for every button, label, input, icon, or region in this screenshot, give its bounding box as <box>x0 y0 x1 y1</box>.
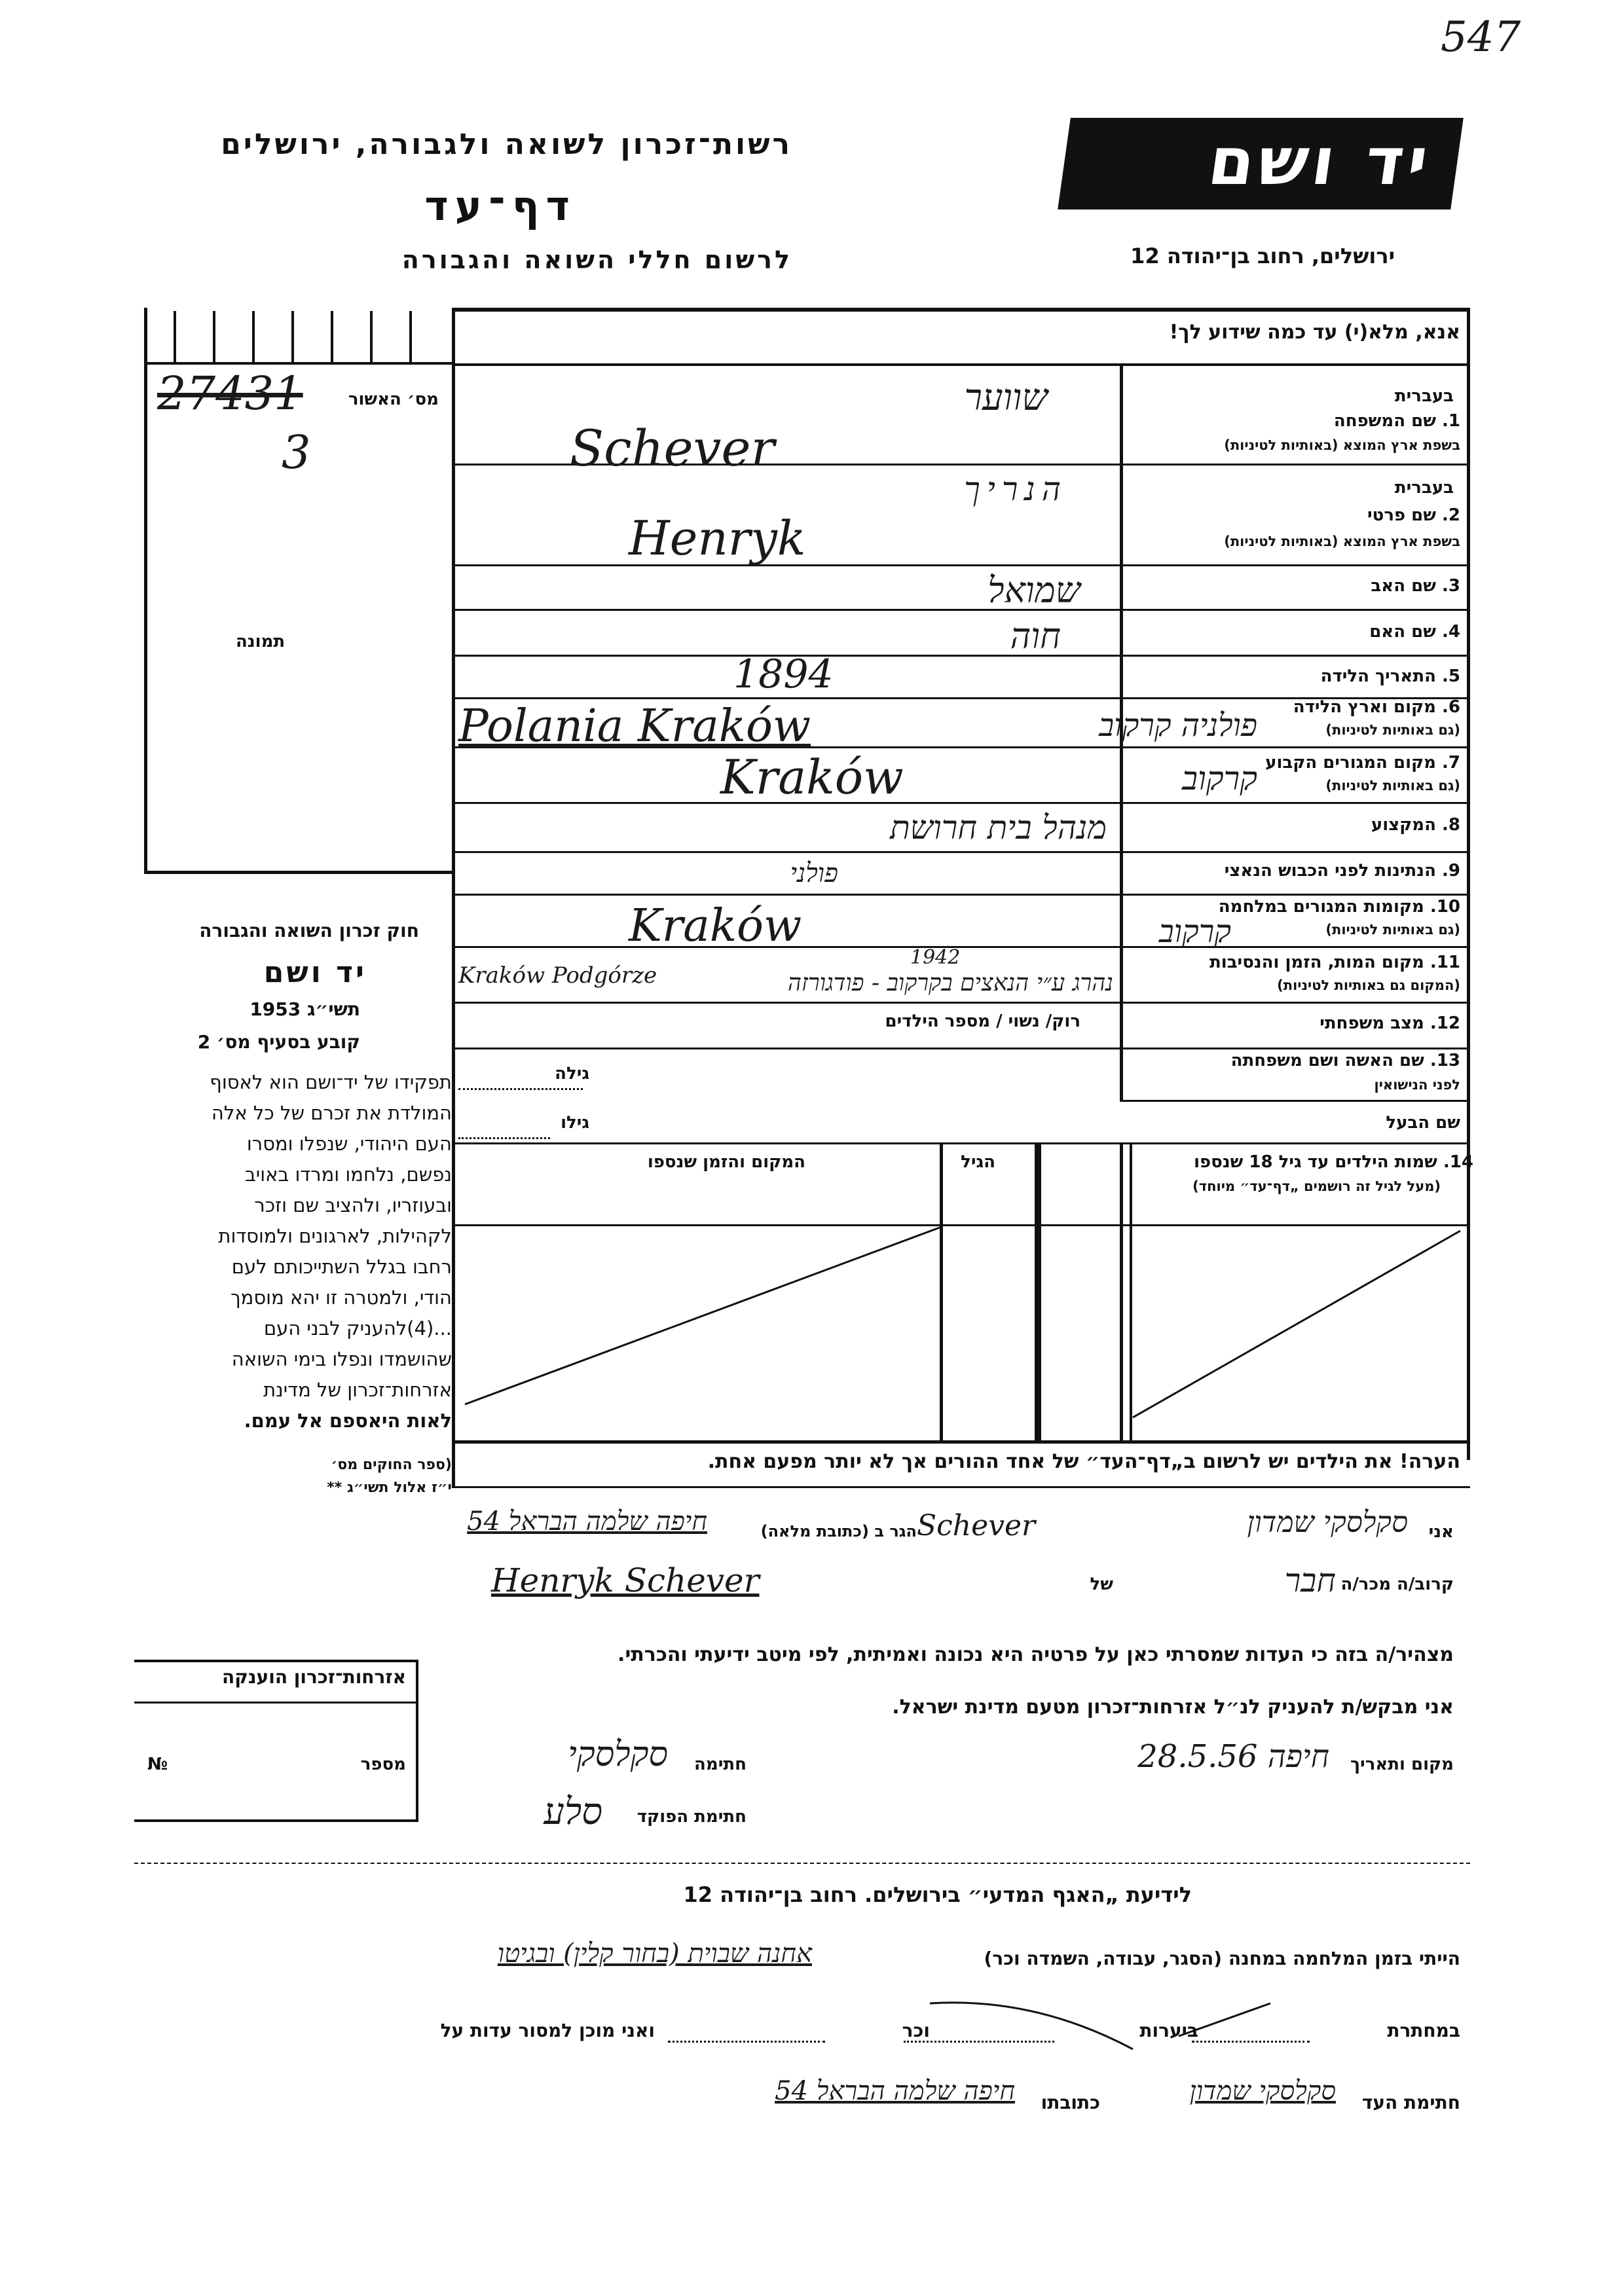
note-rule <box>452 1486 1470 1488</box>
field-6-value-latin[interactable]: Polania Kraków <box>458 701 811 752</box>
field-12-num: 12. <box>1430 1013 1460 1033</box>
row-rule <box>452 946 1470 948</box>
footer-line1-label: הייתי בזמן המלחמה במחנה (הסגר, עבודה, השמדה וכר) <box>984 1948 1460 1969</box>
authority-name: רשות־זכרון לשואה ולגבורה, ירושלים <box>221 128 792 161</box>
law-line: המולדת את זכרם של כל אלה <box>211 1102 452 1124</box>
logo-text: יד ושם <box>1204 123 1437 200</box>
law-line: תפקידו של יד־ושם הוא לאסוף <box>210 1071 452 1093</box>
field-7-text: מקום המגורים הקבוע <box>1265 753 1436 773</box>
col-age: הגיל <box>961 1152 995 1172</box>
field-5-value[interactable]: 1894 <box>733 651 834 697</box>
registration-sub: 3 <box>282 426 311 479</box>
relation-label: קרוב/ה מכר/ה <box>1340 1575 1454 1594</box>
field-7-num: 7. <box>1442 753 1460 773</box>
form-subtitle: לרשום חללי השואה והגבורה <box>401 246 792 274</box>
law-line: העם היהודי, שנפלו ומסרו <box>246 1133 452 1155</box>
law-line: הודי, ולמטרה זו יהא מוסמך <box>231 1286 452 1309</box>
field-11-value-latin[interactable]: Kraków Podgórze <box>458 962 657 989</box>
field-10-text: מקומות המגורים במלחמה <box>1218 897 1424 917</box>
field-6-num: 6. <box>1442 697 1460 717</box>
field-4-label <box>1146 622 1460 642</box>
relation-value[interactable]: חבר <box>1284 1561 1336 1599</box>
signature-label: חתימה <box>694 1755 747 1774</box>
law-line: ובעוזריו, ולהציב שם וזכר <box>254 1194 452 1216</box>
law-line: רחבו בגלל השתייכותם לעם <box>231 1256 452 1278</box>
photo-box-bottom <box>144 871 455 874</box>
request-text: אני מבקש/ת להעניק לנ״ל אזרחות־זכרון מטעם מדינת ישראל. <box>892 1696 1454 1719</box>
children-title: 14. שמות הילדים עד גיל 18 שנספו <box>1194 1152 1473 1172</box>
registration-number: 27431 <box>157 367 303 420</box>
witness-addr[interactable]: חיפה שלמה הבראל 54 <box>775 2076 1015 2106</box>
field-10-value-latin[interactable]: Kraków <box>629 900 802 952</box>
field-1-value-latin[interactable]: Schever <box>570 419 775 477</box>
witness-name[interactable]: סקלסקי שמדון <box>1189 2076 1336 2106</box>
field-7-sub: (גם באותיות לטיניות) <box>1325 778 1460 793</box>
row-rule <box>452 894 1470 896</box>
sidebar-left-border <box>144 308 147 871</box>
field-12-value[interactable]: רוק/ נשוי / מספר הילדים <box>885 1011 1080 1031</box>
field-3-value[interactable]: שמואל <box>987 570 1080 611</box>
law-name: יד ושם <box>263 956 367 989</box>
decl-subject[interactable]: Henryk Schever <box>491 1561 760 1599</box>
law-line: לקהילות, לארגונים ולמוסדות <box>218 1225 452 1247</box>
field-9-num: 9. <box>1442 861 1460 881</box>
field-3-label <box>1146 576 1460 596</box>
instructions: אנא, מלא(י) עד כמה שידוע לך! <box>1169 321 1460 344</box>
field-7-value-he[interactable]: קרקוב <box>1182 759 1257 797</box>
photo-label: תמונה <box>236 632 286 651</box>
field-9-label <box>1146 861 1460 881</box>
col-place: המקום והזמן שנספו <box>647 1152 805 1172</box>
wife-age-label: גילה <box>555 1064 589 1084</box>
field-5-label <box>1146 666 1460 686</box>
decl-surname-latin[interactable]: Schever <box>917 1509 1036 1542</box>
field-13-label <box>1146 1051 1460 1070</box>
field-2-tag: בעברית <box>1394 478 1454 498</box>
instructions-rule <box>452 363 1470 366</box>
witness-addr-label: כתובתו <box>1041 2092 1100 2113</box>
law-title: חוק זכרון השואה והגבורה <box>199 920 419 941</box>
field-4-value[interactable]: חוה <box>1010 615 1061 657</box>
footer-line2-end: ואני מוכן למסור עדות על <box>440 2020 655 2041</box>
field-11-sub: (המקום גם באותיות לטיניות) <box>1277 977 1460 993</box>
field-1-num: 1. <box>1442 411 1460 431</box>
field-8-label <box>1146 815 1460 835</box>
field-3-num: 3. <box>1442 576 1460 596</box>
field-5-num: 5. <box>1442 666 1460 686</box>
field-2-text: שם פרטי <box>1367 505 1436 525</box>
law-text <box>118 1067 452 1436</box>
field-10-value-he[interactable]: קרקוב <box>1158 913 1231 950</box>
field-7-value-latin[interactable]: Kraków <box>720 750 904 805</box>
husband-label: שם הבעל <box>1386 1113 1460 1133</box>
field-13-sub: לפני הנישואין <box>1374 1077 1460 1093</box>
field-13-text: שם האשה ושם משפחתה <box>1230 1051 1424 1070</box>
citizenship-number-label: מספר <box>360 1755 406 1774</box>
field-8-value[interactable]: מנהל בית חרושת <box>890 809 1107 847</box>
law-clause: קובע בסעיף מס׳ 2 <box>197 1031 360 1053</box>
law-ref2: י״ז אלול תשי״ג ** <box>327 1480 452 1496</box>
footer-strike <box>904 1990 1297 2056</box>
law-ref1: (ספר החוקים מס׳ <box>331 1457 452 1473</box>
field-11-num: 11. <box>1430 953 1460 972</box>
husband-age-label: גילו <box>561 1113 589 1133</box>
page-number: 547 <box>1441 13 1521 62</box>
field-1-label <box>1146 411 1460 431</box>
law-line: לאות היאספם אל עמם. <box>244 1410 452 1432</box>
footer-line2-label: במחתרת <box>1387 2020 1460 2041</box>
field-11-text: מקום המות, הזמן והנסיבות <box>1209 953 1424 972</box>
footer-etc-field[interactable] <box>668 2039 825 2043</box>
decl-address[interactable]: חיפה שלמה הבראל 54 <box>467 1506 707 1537</box>
field-2-sub: בשפת ארץ המוצא (באותיות לטיניות) <box>1224 534 1460 549</box>
footer-rule <box>134 1863 1470 1866</box>
field-3-text: שם האב <box>1371 576 1436 596</box>
field-2-label <box>1146 505 1460 525</box>
decl-lives: הגר ב (כתובת מלאה) <box>760 1522 917 1540</box>
field-1-text: שם המשפחה <box>1333 411 1436 431</box>
field-8-text: המקצוע <box>1371 815 1436 835</box>
row-rule <box>452 802 1470 804</box>
husband-age-field[interactable] <box>458 1136 550 1139</box>
law-line: נפשם, נלחמו ומרדו באויב <box>244 1163 452 1186</box>
row-rule <box>452 1048 1470 1049</box>
field-2-num: 2. <box>1442 505 1460 525</box>
field-4-num: 4. <box>1442 622 1460 642</box>
row-rule <box>452 851 1470 853</box>
footer-title: לידיעת „האגף המדעי״ בירושלים. רחוב בן־יהודה 12 <box>683 1882 1192 1907</box>
field-1-value-he[interactable]: שווער <box>964 376 1048 419</box>
address: ירושלים, רחוב בן־יהודה 12 <box>1130 244 1395 268</box>
field-11-value-he[interactable]: נהרג ע״י הנאצים בקרקוב - פודגורזה <box>787 970 1113 996</box>
citizenship-title: אזרחות־זכרון הוענקה <box>222 1666 406 1688</box>
wife-age-field[interactable] <box>458 1087 583 1090</box>
field-12-text: מצב משפחתי <box>1320 1013 1424 1033</box>
note: הערה! את הילדים יש לרשום ב„דף־העד״ של אחד ההורים אך לא יותר מפעם אחת. <box>707 1450 1460 1473</box>
declaration-text: מצהיר/ה בזה כי העדות שמסרתי כאן על פרטיה היא נכונה ואמיתית, לפי מיטב ידיעתי והכרתי. <box>618 1643 1454 1666</box>
field-1-sub: בשפת ארץ המוצא (באותיות לטיניות) <box>1224 437 1460 453</box>
registration-ticks <box>147 311 452 363</box>
law-line: שהושמדו ונפלו בימי השואה <box>231 1348 452 1370</box>
field-6-sub: (גם באותיות לטיניות) <box>1325 722 1460 738</box>
citizenship-number-mark: № <box>147 1755 168 1774</box>
footer-forests: ביערות <box>1139 2020 1198 2041</box>
officer-sig[interactable]: סלע <box>544 1791 602 1833</box>
field-11-label <box>1146 953 1460 972</box>
top-rule <box>452 308 1470 312</box>
field-10-sub: (גם באותיות לטיניות) <box>1325 922 1460 938</box>
field-1-tag: בעברית <box>1394 386 1454 406</box>
field-2-value-he[interactable]: הנריך <box>964 470 1067 508</box>
footer-etc: וכר <box>902 2020 930 2041</box>
law-line: ...(4)להעניק לבני העם <box>263 1317 452 1339</box>
field-9-value[interactable]: פולני <box>790 858 838 888</box>
field-6-text: מקום וארץ הלידה <box>1293 697 1436 717</box>
field-6-value-he[interactable]: פולניה קרקוב <box>1099 707 1257 744</box>
row-rule <box>452 1002 1470 1004</box>
law-line: אזרחות־זכרון של מדינת <box>263 1379 452 1401</box>
field-10-num: 10. <box>1430 897 1460 917</box>
decl-of: של <box>1090 1575 1113 1594</box>
decl-name[interactable]: סקלסקי שמדון <box>1247 1506 1408 1539</box>
field-2-value-latin[interactable]: Henryk <box>629 511 806 566</box>
children-sub: (מעל לגיל זה רושמים „דף־עד״ מיוחד) <box>1192 1178 1441 1194</box>
field-11-year[interactable]: 1942 <box>910 946 961 969</box>
registration-label: מס׳ האשור <box>348 390 439 409</box>
decl-ani: אני <box>1428 1522 1454 1542</box>
field-4-text: שם האם <box>1369 622 1436 642</box>
signature-value[interactable]: סקלסקי <box>568 1735 668 1774</box>
form-title: דף־עד <box>424 182 576 230</box>
officer-label: חתימת הפוקד <box>637 1807 747 1827</box>
field-8-num: 8. <box>1442 815 1460 835</box>
field-9-text: הנתינות לפני הכבוש הנאצי <box>1224 861 1436 881</box>
field-5-text: התאריך הלידה <box>1320 666 1436 686</box>
field-13-num: 13. <box>1430 1051 1460 1070</box>
witness-label: חתימת העד <box>1361 2092 1460 2113</box>
row-rule <box>1120 1100 1470 1102</box>
place-date-label: מקום ותאריך <box>1350 1755 1454 1774</box>
law-year: תשי״ג 1953 <box>249 998 360 1020</box>
footer-line1-value[interactable]: אחנה שבוית (בחור קלין) ובגיטו <box>497 1939 812 1969</box>
field-12-label <box>1146 1013 1460 1033</box>
yad-vashem-logo <box>1058 118 1464 210</box>
row-rule <box>452 564 1470 566</box>
place-date-value[interactable]: חיפה 28.5.56 <box>1137 1738 1329 1775</box>
